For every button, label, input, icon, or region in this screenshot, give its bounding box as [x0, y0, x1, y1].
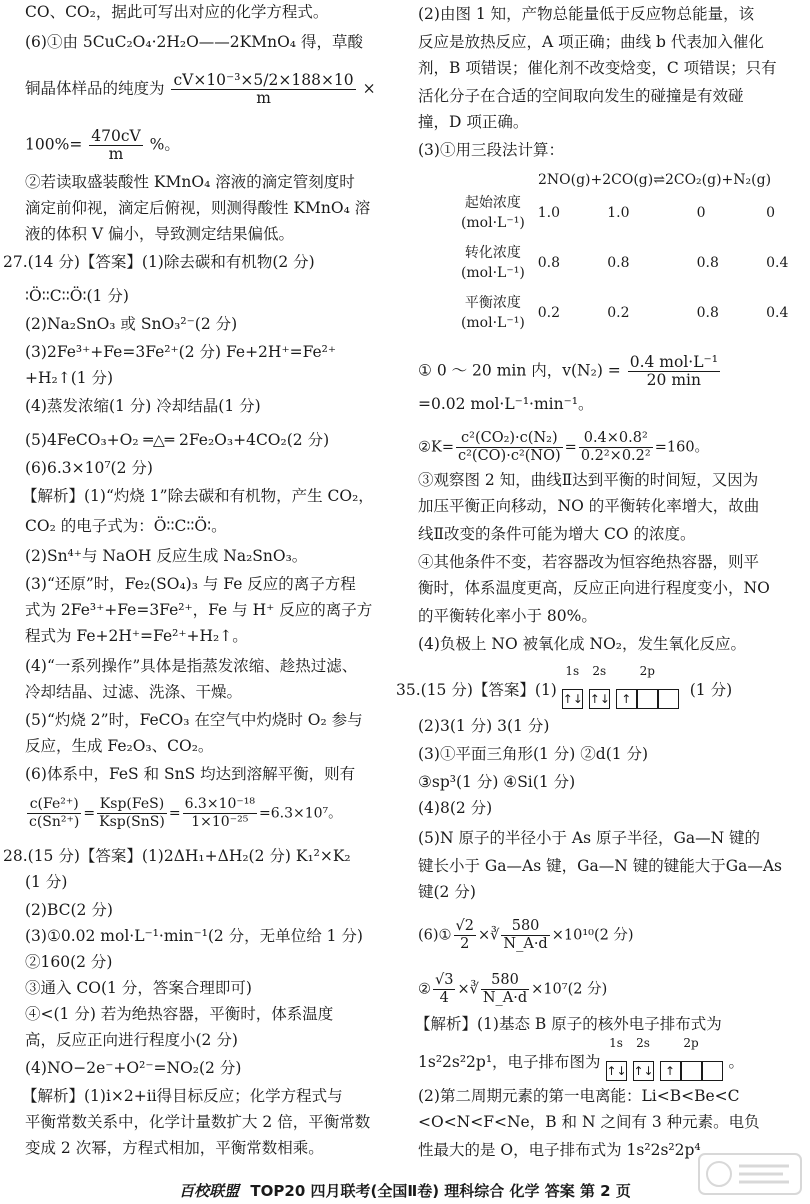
- fraction: $\frac{\text{0.4×0.8²}}{\text{0.2²×0.2²}}$: [580, 430, 651, 464]
- text-line: ④<(1 分) 若为绝热容器，平衡时，体系温度: [25, 1005, 334, 1023]
- text-line: <O<N<F<Ne，B 和 N 之间有 3 种元素。电负: [418, 1113, 760, 1131]
- formula-line: $\frac{\text{c(Fe²⁺)}}{\text{c(Sn²⁺)}}$ = $\frac{\text{Ksp(FeS)}}{\text{Ksp(SnS)}}$ = $\frac{\text{6.3×10⁻¹⁸}}{\text{1×10⁻²⁵}}$ =6.3×10⁷。: [29, 796, 343, 830]
- text-line: ②若读取盛装酸性 KMnO₄ 溶液的滴定管刻度时: [25, 173, 355, 191]
- text-line: (2)BC(2 分): [25, 901, 113, 919]
- fraction: $\frac{\text{Ksp(FeS)}}{\text{Ksp(SnS)}}$: [99, 796, 165, 830]
- text-line: (6)①由 5CuC₂O₄·2H₂O——2KMnO₄ 得，草酸: [25, 33, 363, 51]
- question-28-answer: 28.(15 分)【答案】(1)2ΔH₁+ΔH₂(2 分) K₁²×K₂: [3, 847, 351, 865]
- text-line: (2)Sn⁴⁺与 NaOH 反应生成 Na₂SnO₃。: [25, 547, 308, 565]
- text-line: ③观察图 2 知，曲线Ⅱ达到平衡的时间短，又因为: [418, 471, 759, 489]
- text-line: (4)“一系列操作”具体是指蒸发浓缩、趁热过滤、: [25, 657, 358, 675]
- orbital-1s: 1s ↑↓: [562, 664, 583, 718]
- text-line: (3)“还原”时，Fe₂(SO₄)₃ 与 Fe 反应的离子方程: [25, 575, 356, 593]
- text-line: +H₂↑(1 分): [25, 369, 114, 387]
- text-line: 键(2 分): [418, 883, 476, 901]
- fraction: $\frac{\text{c(Fe²⁺)}}{\text{c(Sn²⁺)}}$: [29, 796, 80, 830]
- table-row: 起始浓度 (mol·L⁻¹) 1.0 1.0 0 0: [460, 195, 776, 231]
- text-line: 冷却结晶、过滤、洗涤、干燥。: [25, 683, 243, 701]
- text-line: 式为 2Fe³⁺+Fe=3Fe²⁺，Fe 与 H⁺ 反应的离子方: [25, 601, 373, 619]
- text-line: (3)①平面三角形(1 分) ②d(1 分): [418, 745, 649, 763]
- page-footer: [0, 1180, 810, 1201]
- text-line: (6)6.3×10⁷(2 分): [25, 459, 153, 477]
- text-line: 的平衡转化率小于 80%。: [418, 607, 597, 625]
- text-line: 键长小于 Ga—As 键，Ga—N 键的键能大于Ga—As: [418, 857, 783, 875]
- fraction: $\frac{470cV}{m}$: [91, 127, 141, 163]
- orbital-1s: 1s ↑↓: [606, 1036, 627, 1090]
- text-line: 滴定前仰视，滴定后俯视，则测得酸性 KMnO₄ 溶: [25, 199, 371, 217]
- formula-line: ②K= $\frac{\text{c²(CO₂)·c(N₂)}}{\text{c²(CO)·c²(NO)}}$ = $\frac{\text{0.4×0.8²}}{\text{0.2²×0.2²}}$ =160。: [418, 430, 710, 464]
- fraction: $\frac{\text{0.4 mol·L⁻¹}}{20 \min}$: [629, 353, 718, 389]
- text-line: (1 分): [25, 873, 68, 891]
- text-line: ③通入 CO(1 分，答案合理即可): [25, 979, 252, 997]
- electron-formula: ∶Ö∶∶C∶∶Ö∶(1 分): [25, 287, 129, 305]
- text-line: 平衡常数关系中，化学计量数扩大 2 倍，平衡常数: [25, 1113, 371, 1131]
- footer-text: TOP20 四月联考(全国Ⅱ卷) 理科综合 化学 答案 第 2 页: [250, 1182, 631, 1200]
- text-line: (6)体系中，FeS 和 SnS 均达到溶解平衡，则有: [25, 765, 356, 783]
- formula-line: ① 0 ～ 20 min 内，v(N₂) = $\frac{\text{0.4 mol·L⁻¹}}{20 \min}$: [418, 353, 718, 389]
- text-line: (4)NO−2e⁻+O²⁻=NO₂(2 分): [25, 1059, 242, 1077]
- table-row: 转化浓度 (mol·L⁻¹) 0.8 0.8 0.8 0.4: [460, 245, 789, 281]
- text-line: CO₂ 的电子式为：Ö∶∶C∶∶Ö∶。: [25, 517, 227, 535]
- formula-line: 100%= $\frac{470cV}{m}$ %。: [25, 127, 180, 163]
- orbital-2p: 2p ↑: [660, 1036, 723, 1090]
- text-line: 加压平衡正向移动，NO 的平衡转化率增大，故曲: [418, 497, 760, 515]
- text-line: 撞，D 项正确。: [418, 113, 529, 131]
- text-line: ②160(2 分): [25, 953, 113, 971]
- formula-line: ② $\frac{√3}{4}$ ×∛ $\frac{580}{N\_A\cdot d}$ ×10⁷(2 分): [418, 972, 608, 1006]
- orbital-line: 1s²2s²2p¹，电子排布图为 1s ↑↓ 2s ↑↓ 2p ↑ 。: [418, 1036, 744, 1090]
- orbital-2p: 2p ↑: [616, 664, 679, 718]
- fraction: $\frac{\text{6.3×10⁻¹⁸}}{\text{1×10⁻²⁵}}$: [184, 796, 256, 830]
- text-line: ③sp³(1 分) ④Si(1 分): [418, 773, 576, 791]
- text-line: 性最大的是 O，电子排布式为 1s²2s²2p⁴: [418, 1141, 701, 1159]
- reaction-equation: 2NO(g)+2CO(g)⇌2CO₂(g)+N₂(g): [538, 172, 772, 188]
- text-line: 线Ⅱ改变的条件可能为增大 CO 的浓度。: [418, 525, 696, 543]
- text-line: (3)2Fe³⁺+Fe=3Fe²⁺(2 分) Fe+2H⁺=Fe²⁺: [25, 343, 337, 361]
- text-line: (5)N 原子的半径小于 As 原子半径，Ga—N 键的: [418, 829, 761, 847]
- text-line: 程式为 Fe+2H⁺=Fe²⁺+H₂↑。: [25, 627, 248, 645]
- fraction: $\frac{580}{N\_A\cdot d}$: [503, 918, 548, 952]
- fraction: $\frac{√3}{4}$: [435, 972, 454, 1006]
- fraction: $\frac{580}{N\_A\cdot d}$: [482, 972, 528, 1006]
- text-line: =0.02 mol·L⁻¹·min⁻¹。: [418, 395, 594, 413]
- text-line: 高，反应正向进行程度小(2 分): [25, 1031, 238, 1049]
- formula-line: 铜晶体样品的纯度为 $\frac{\text{cV×10⁻³×5/2×188×10}}{m}$ ×: [25, 71, 376, 107]
- three-stage-table: [448, 188, 806, 338]
- text-line: (5)“灼烧 2”时，FeCO₃ 在空气中灼烧时 O₂ 参与: [25, 711, 363, 729]
- text-line: (3)①0.02 mol·L⁻¹·min⁻¹(2 分，无单位给 1 分): [25, 927, 363, 945]
- orbital-2s: 2s ↑↓: [589, 664, 610, 718]
- fraction: $\frac{\text{c²(CO₂)·c(N₂)}}{\text{c²(CO)·c²(NO)}}$: [457, 430, 561, 464]
- analysis-line: 【解析】(1)“灼烧 1”除去碳和有机物，产生 CO₂，: [22, 487, 374, 505]
- text-line: 衡时，体系温度更高，反应正向进行程度变小，NO: [418, 579, 770, 597]
- analysis-line: 【解析】(1)ⅰ×2+ⅱ得目标反应；化学方程式与: [22, 1087, 343, 1105]
- text-line: ④其他条件不变，若容器改为恒容绝热容器，则平: [418, 553, 760, 571]
- table-row: 平衡浓度 (mol·L⁻¹) 0.2 0.2 0.8 0.4: [460, 295, 789, 331]
- text-line: (2)3(1 分) 3(1 分): [418, 717, 550, 735]
- analysis-line: 【解析】(1)基态 B 原子的核外电子排布式为: [415, 1015, 722, 1033]
- equation-line: (5)4FeCO₃+O₂ ═△═ 2Fe₂O₃+4CO₂(2 分): [25, 431, 330, 449]
- text-line: 反应，生成 Fe₂O₃、CO₂。: [25, 737, 214, 755]
- fraction: $\frac{\text{cV×10⁻³×5/2×188×10}}{m}$: [173, 71, 354, 107]
- question-35-answer: 35.(15 分)【答案】(1) 1s ↑↓ 2s ↑↓ 2p ↑ (1 分): [396, 664, 732, 718]
- fraction: $\frac{√2}{2}$: [455, 918, 475, 952]
- text-line: 液的体积 V 偏小，导致测定结果偏低。: [25, 225, 295, 243]
- text-line: CO、CO₂，据此可写出对应的化学方程式。: [25, 3, 329, 21]
- text-line: (4)8(2 分): [418, 799, 493, 817]
- question-27-answer: 27.(14 分)【答案】(1)除去碳和有机物(2 分): [3, 253, 315, 271]
- footer-logo: 百校联盟: [179, 1182, 240, 1200]
- text-line: (4)蒸发浓缩(1 分) 冷却结晶(1 分): [25, 397, 261, 415]
- text-line: (2)由图 1 知，产物总能量低于反应物总能量，该: [418, 5, 755, 23]
- text-line: (4)负极上 NO 被氧化成 NO₂，发生氧化反应。: [418, 635, 746, 653]
- formula-line: (6)① $\frac{√2}{2}$ ×∛ $\frac{580}{N\_A\cdot d}$ ×10¹⁰(2 分): [418, 918, 634, 952]
- text: 铜晶体样品的纯度为: [25, 79, 165, 98]
- text-line: 反应是放热反应，A 项正确；曲线 b 代表加入催化: [418, 33, 764, 51]
- text-line: 剂，B 项错误；催化剂不改变焓变，C 项错误；只有: [418, 59, 777, 77]
- text-line: (2)Na₂SnO₃ 或 SnO₃²⁻(2 分): [25, 315, 238, 333]
- orbital-2s: 2s ↑↓: [633, 1036, 654, 1090]
- text-line: (2)第二周期元素的第一电离能：Li<B<Be<C: [418, 1087, 740, 1105]
- text-line: 变成 2 次幂，方程式相加，平衡常数相乘。: [25, 1139, 324, 1157]
- text-line: 活化分子在合适的空间取向发生的碰撞是有效碰: [418, 87, 744, 105]
- text-line: (3)①用三段法计算：: [418, 141, 564, 159]
